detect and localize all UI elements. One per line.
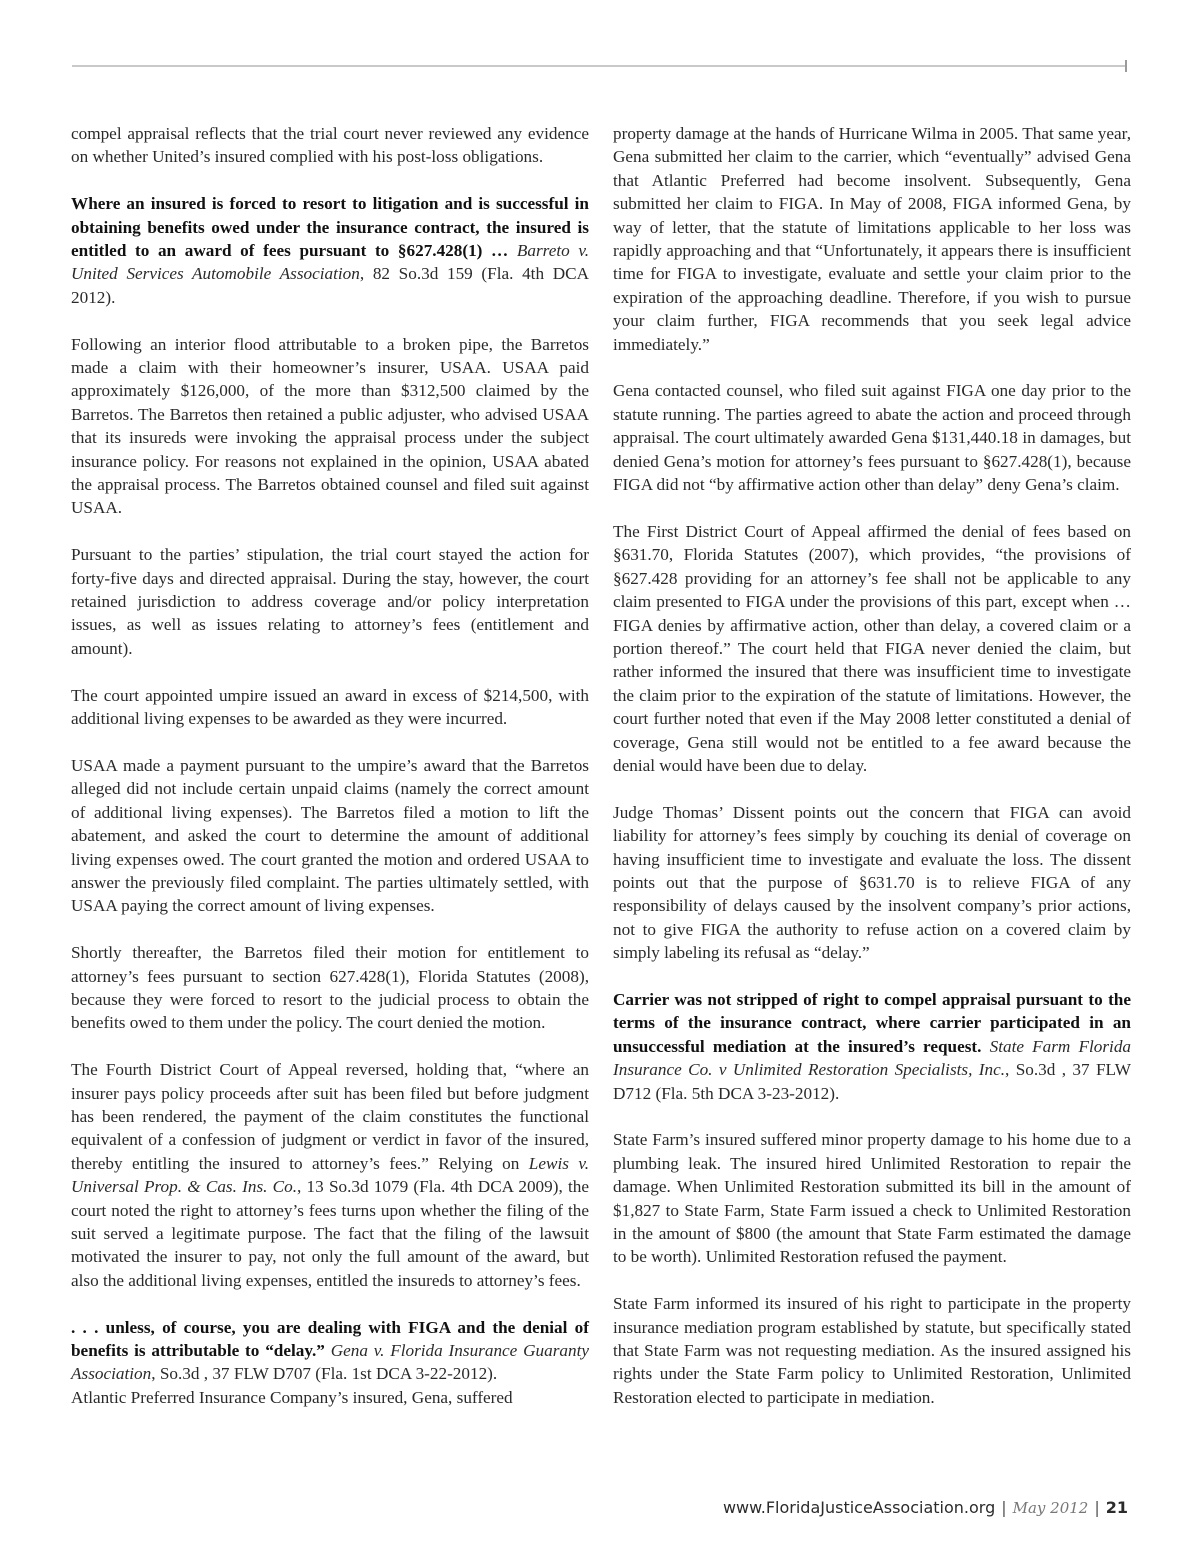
case-name-gena: Gena v. Florida Insurance Guaranty Association	[71, 1341, 589, 1384]
left-paragraph-1: compel appraisal reflects that the trial court never reviewed any evidence on whether United’s insured complied with his post-loss obligations.	[71, 124, 589, 167]
case-name-state-farm: State Farm Florida Insurance Co. v Unlimited Restoration Specialists, Inc.	[613, 1036, 1132, 1080]
left-paragraph-8-b: , 13 So.3d 1079 (Fla. 4th DCA 2009), the court noted the right to attorney’s fees turns upon whether the filing of the suit served a legitimate purpose. The fact that the filing of the lawsuit motivated the insurer to pay, not only the full amount of the award, but also the additional living expenses, entitled the insureds to attorney’s fees.	[71, 1177, 589, 1290]
right-paragraph-3: The First District Court of Appeal affirmed the denial of fees based on §631.70, Florida Statutes (2007), which provides, “the provisions of §627.428 providing for an attorney’s fee shall not be applicable to any claim presented to FIGA under the provisions of this part, except when … FIGA denies by affirmative action, other than delay, a covered claim or a portion thereof.” The court held that FIGA never denied the claim, but rather informed the insured that there was insufficient time to investigate the claim prior to the expiration of the statute of limitations. However, the court further noted that even if the May 2008 letter constituted a denial of coverage, Gena still would not be entitled to a fee award because the denial would have been due to delay.	[613, 521, 1131, 775]
left-paragraph-7: Shortly thereafter, the Barretos filed their motion for entitlement to attorney’s fees pursuant to section 627.428(1), Florida Statutes (2008), because they were forced to resort to the judicial process to obtain the benefits owed to them under the policy. The court denied the motion.	[71, 943, 589, 1033]
left-paragraph-4: Pursuant to the parties’ stipulation, the trial court stayed the action for forty-five days and directed appraisal. During the stay, however, the court retained jurisdiction to address coverage and/or policy interpretation issues, as well as issues relating to attorney’s fees (entitlement and amount).	[71, 545, 589, 658]
left-paragraph-8	[71, 1058, 589, 1292]
left-paragraph-6: USAA made a payment pursuant to the umpire’s award that the Barretos alleged did not include certain unpaid claims (namely the correct amount of additional living expenses). The Barretos filed a motion to lift the abatement, and asked the court to determine the amount of additional living expenses owed. The court granted the motion and ordered USAA to answer the previously filed complaint. The parties ultimately settled, with USAA paying the correct amount of living expenses.	[71, 755, 589, 916]
left-column	[71, 122, 589, 1409]
left-paragraph-5: The court appointed umpire issued an award in excess of $214,500, with additional living expenses to be awarded as they were incurred.	[71, 685, 589, 729]
case-heading-gena-text: . . . unless, of course, you are dealing with FIGA and the denial of benefits is attributable to “delay.”	[71, 1317, 589, 1360]
case-name-lewis: Lewis v. Universal Prop. & Cas. Ins. Co.	[71, 1153, 590, 1197]
right-paragraph-7: State Farm informed its insured of his right to participate in the property insurance mediation program established by statute, but specifically stated that State Farm was not requesting mediation. As the insured assigned his rights under the State Farm policy to Unlimited Restoration, Unlimited Restoration elected to participate in mediation.	[613, 1294, 1131, 1407]
header-rule	[72, 65, 1126, 67]
footer-separator-1: |	[1001, 1498, 1007, 1517]
case-citation-state-farm: , So.3d , 37 FLW D712 (Fla. 5th DCA 3-23-2012).	[613, 1060, 1131, 1103]
case-heading-state-farm	[613, 988, 1131, 1105]
header-rule-endcap	[1125, 60, 1127, 72]
right-column	[613, 122, 1131, 1409]
left-paragraph-10: Atlantic Preferred Insurance Company’s insured, Gena, suffered	[71, 1387, 513, 1407]
case-heading-barreto-text: Where an insured is forced to resort to litigation and is successful in obtaining benefits owed under the insurance contract, the insured is entitled to an award of fees pursuant to §627.428(1) …	[71, 194, 589, 261]
right-paragraph-2: Gena contacted counsel, who filed suit against FIGA one day prior to the statute running. The parties agreed to abate the action and proceed through appraisal. The court ultimately awarded Gena $131,440.18 in damages, but denied Gena’s motion for attorney’s fees pursuant to §627.428(1), because FIGA did not “by affirmative action other than delay” deny Gena’s claim.	[613, 381, 1131, 495]
page-footer	[723, 1498, 1128, 1517]
case-citation-barreto: , 82 So.3d 159 (Fla. 4th DCA 2012).	[71, 264, 589, 307]
case-citation-gena: , So.3d , 37 FLW D707 (Fla. 1st DCA 3-22-2012).	[151, 1364, 498, 1384]
case-heading-state-farm-text: Carrier was not stripped of right to compel appraisal pursuant to the terms of the insurance contract, where carrier participated in an unsuccessful mediation at the insured’s request.	[613, 989, 1131, 1056]
footer-website: www.FloridaJusticeAssociation.org	[722, 1498, 996, 1517]
footer-issue-date: May 2012	[1012, 1499, 1089, 1517]
case-heading-barreto	[71, 192, 589, 309]
left-paragraph-8-a: The Fourth District Court of Appeal reversed, holding that, “where an insurer pays policy proceeds after suit has been filed but before judgment has been rendered, the payment of the claim constitutes the functional equivalent of a confession of judgment or verdict in favor of the insured, thereby entitling the insured to attorney’s fees.” Relying on	[71, 1060, 589, 1173]
case-heading-gena	[71, 1316, 589, 1386]
case-name-barreto: Barreto v. United Services Automobile Association	[71, 241, 589, 284]
right-paragraph-6: State Farm’s insured suffered minor property damage to his home due to a plumbing leak. The insured hired Unlimited Restoration to repair the damage. When Unlimited Restoration submitted its bill in the amount of $1,827 to State Farm, State Farm issued a check to Unlimited Restoration in the amount of $800 (the amount that State Farm estimated the damage to be worth). Unlimited Restoration refused the payment.	[613, 1130, 1131, 1267]
footer-separator-2: |	[1094, 1498, 1100, 1517]
left-paragraph-3: Following an interior flood attributable to a broken pipe, the Barretos made a claim with their homeowner’s insurer, USAA. USAA paid approximately $126,000, of the more than $312,500 claimed by the Barretos. The Barretos then retained a public adjuster, who advised USAA that its insureds were invoking the appraisal process under the subject insurance policy. For reasons not explained in the opinion, USAA abated the appraisal process. The Barretos obtained counsel and filed suit against USAA.	[71, 334, 589, 518]
right-paragraph-4: Judge Thomas’ Dissent points out the concern that FIGA can avoid liability for attorney’s fees simply by couching its denial of coverage on having insufficient time to investigate and evaluate the loss. The dissent points out that the purpose of §631.70 is to relieve FIGA of any responsibility of delays caused by the insolvent company’s prior actions, not to give FIGA the authority to refuse action on a covered claim by simply labeling its refusal as “delay.”	[613, 802, 1131, 963]
right-paragraph-1: property damage at the hands of Hurricane Wilma in 2005. That same year, Gena submitted her claim to the carrier, which “eventually” advised Gena that Atlantic Preferred had become insolvent. Subsequently, Gena submitted her claim to FIGA. In May of 2008, FIGA informed Gena, by way of letter, that the statute of limitations applicable to her loss was rapidly approaching and that “Unfortunately, it appears there is insufficient time for FIGA to investigate, evaluate and settle your claim prior to the expiration of the approaching deadline. Therefore, if you wish to pursue your claim further, FIGA recommends that you seek legal advice immediately.”	[613, 124, 1131, 354]
page-number: 21	[1105, 1498, 1128, 1517]
